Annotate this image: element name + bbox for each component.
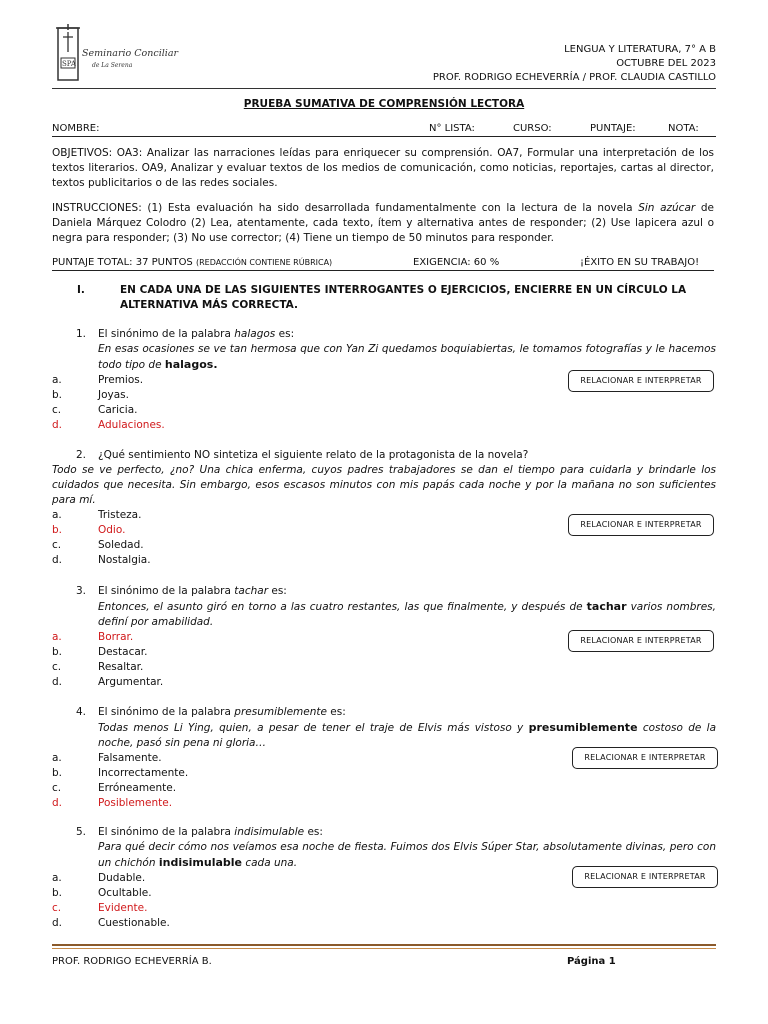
footer-divider-thin [52,948,716,949]
question-number: 4. [76,706,87,718]
option-c[interactable]: c. Resaltar. [52,661,144,673]
option-d[interactable]: d. Nostalgia. [52,554,151,566]
option-c[interactable]: c. Caricia. [52,404,138,416]
option-d-answer[interactable]: d. Adulaciones. [52,419,165,431]
objectives-text: OBJETIVOS: OA3: Analizar las narraciones leídas para enriquecer su comprensión. OA7, Formular una interpretación de los textos literarios. OA9, Analizar y evaluar textos de los medios de comunicación, como noticias, reportajes, cartas al director, textos publicitarios o de las redes sociales. [52,147,714,189]
question-prompt: El sinónimo de la palabra halagos es: [98,328,295,340]
footer-teacher: PROF. RODRIGO ECHEVERRÍA B. [52,956,212,967]
question-number: 3. [76,585,87,597]
question-number: 2. [76,449,87,461]
skill-badge: RELACIONAR E INTERPRETAR [568,370,714,392]
skill-badge: RELACIONAR E INTERPRETAR [568,514,714,536]
total-score: PUNTAJE TOTAL: 37 PUNTOS (REDACCIÓN CONTIENE RÚBRICA) [52,257,333,268]
option-d-answer[interactable]: d. Posiblemente. [52,797,173,809]
option-c-answer[interactable]: c. Evidente. [52,902,148,914]
question-prompt: ¿Qué sentimiento NO sintetiza el siguiente relato de la protagonista de la novela? [98,449,529,461]
student-info-row [52,123,716,137]
option-b-answer[interactable]: b. Odio. [52,524,126,536]
name-label: NOMBRE: [52,123,100,134]
question-number: 1. [76,328,87,340]
teachers-line: PROF. RODRIGO ECHEVERRÍA / PROF. CLAUDIA CASTILLO [432,72,716,83]
skill-badge: RELACIONAR E INTERPRETAR [572,866,718,888]
skill-badge: RELACIONAR E INTERPRETAR [568,630,714,652]
date-line: OCTUBRE DEL 2023 [616,58,716,69]
question-2 [52,448,716,568]
grade-label: NOTA: [668,123,699,134]
option-c[interactable]: c. Soledad. [52,539,144,551]
option-a[interactable]: a. Tristeza. [52,509,142,521]
question-quote: Todo se ve perfecto, ¿no? Una chica enferma, cuyos padres trabajadores se dan el tiempo para cuidarla y brindarle los cuidados que necesita. Sin embargo, esos escasos minutos con mis papás cada noche y por la mañana no son suficientes para mí. [52,464,716,506]
book-title: Sin azúcar [638,202,696,214]
option-b[interactable]: b. Incorrectamente. [52,767,189,779]
header-divider [52,88,716,89]
course-line: LENGUA Y LITERATURA, 7° A B [564,44,716,55]
section-instruction: EN CADA UNA DE LAS SIGUIENTES INTERROGANTES O EJERCICIOS, ENCIERRE EN UN CÍRCULO LA ALTERNATIVA MÁS CORRECTA. [120,284,687,311]
score-label: PUNTAJE: [590,123,636,134]
svg-text:SPA: SPA [62,60,76,68]
page-title: PRUEBA SUMATIVA DE COMPRENSIÓN LECTORA [243,98,525,110]
instructions-text: INSTRUCCIONES: (1) Esta evaluación ha sido desarrollada fundamentalmente con la lectura de la novela Sin azúcar de Daniela Márquez Colodro (2) Lea, atentamente, cada texto, ítem y alternativa antes de responder; (2) Use lapicera azul o negra para responder; (3) No use corrector; (4) Tiene un tiempo de 50 minutos para responder. [52,202,714,244]
question-quote: Entonces, el asunto giró en torno a las cuatro restantes, las que finalmente, y después de tachar varios nombres, definí por amabilidad. [98,600,716,628]
question-quote: Para qué decir cómo nos veíamos esa noche de fiesta. Fuimos dos Elvis Súper Star, absolutamente divinas, pero con un chichón indisimulable cada una. [98,841,716,869]
option-d[interactable]: d. Cuestionable. [52,917,170,929]
option-c[interactable]: c. Erróneamente. [52,782,177,794]
section-number: I. [77,284,85,296]
option-a[interactable]: a. Falsamente. [52,752,162,764]
list-number-label: N° LISTA: [429,123,475,134]
question-quote: Todas menos Li Ying, quien, a pesar de tener el traje de Elvis más vistoso y presumiblemente costoso de la noche, pasó sin pena ni gloria… [98,721,717,749]
good-luck: ¡ÉXITO EN SU TRABAJO! [580,257,700,268]
school-logo [52,22,179,86]
logo-city: de La Serena [92,62,133,69]
option-d[interactable]: d. Argumentar. [52,676,164,688]
option-a[interactable]: a. Premios. [52,374,144,386]
logo-name: Seminario Conciliar [82,48,179,59]
course-header [433,43,716,85]
question-prompt: El sinónimo de la palabra indisimulable es: [98,826,323,838]
footer-divider [52,944,716,946]
page-number: Página 1 [567,956,616,967]
question-prompt: El sinónimo de la palabra tachar es: [98,585,287,597]
option-a-answer[interactable]: a. Borrar. [52,631,134,643]
requirement: EXIGENCIA: 60 % [413,257,500,268]
option-b[interactable]: b. Destacar. [52,646,148,658]
option-b[interactable]: b. Joyas. [52,389,129,401]
question-prompt: El sinónimo de la palabra presumiblemente es: [98,706,346,718]
question-quote: En esas ocasiones se ve tan hermosa que con Yan Zi quedamos boquiabiertas, le tomamos fotografías y le hacemos todo tipo de halagos. [98,343,716,371]
skill-badge: RELACIONAR E INTERPRETAR [572,747,718,769]
scoring-row [52,257,714,271]
option-b[interactable]: b. Ocultable. [52,887,152,899]
option-a[interactable]: a. Dudable. [52,872,146,884]
course-label: CURSO: [513,123,552,134]
question-number: 5. [76,826,87,838]
